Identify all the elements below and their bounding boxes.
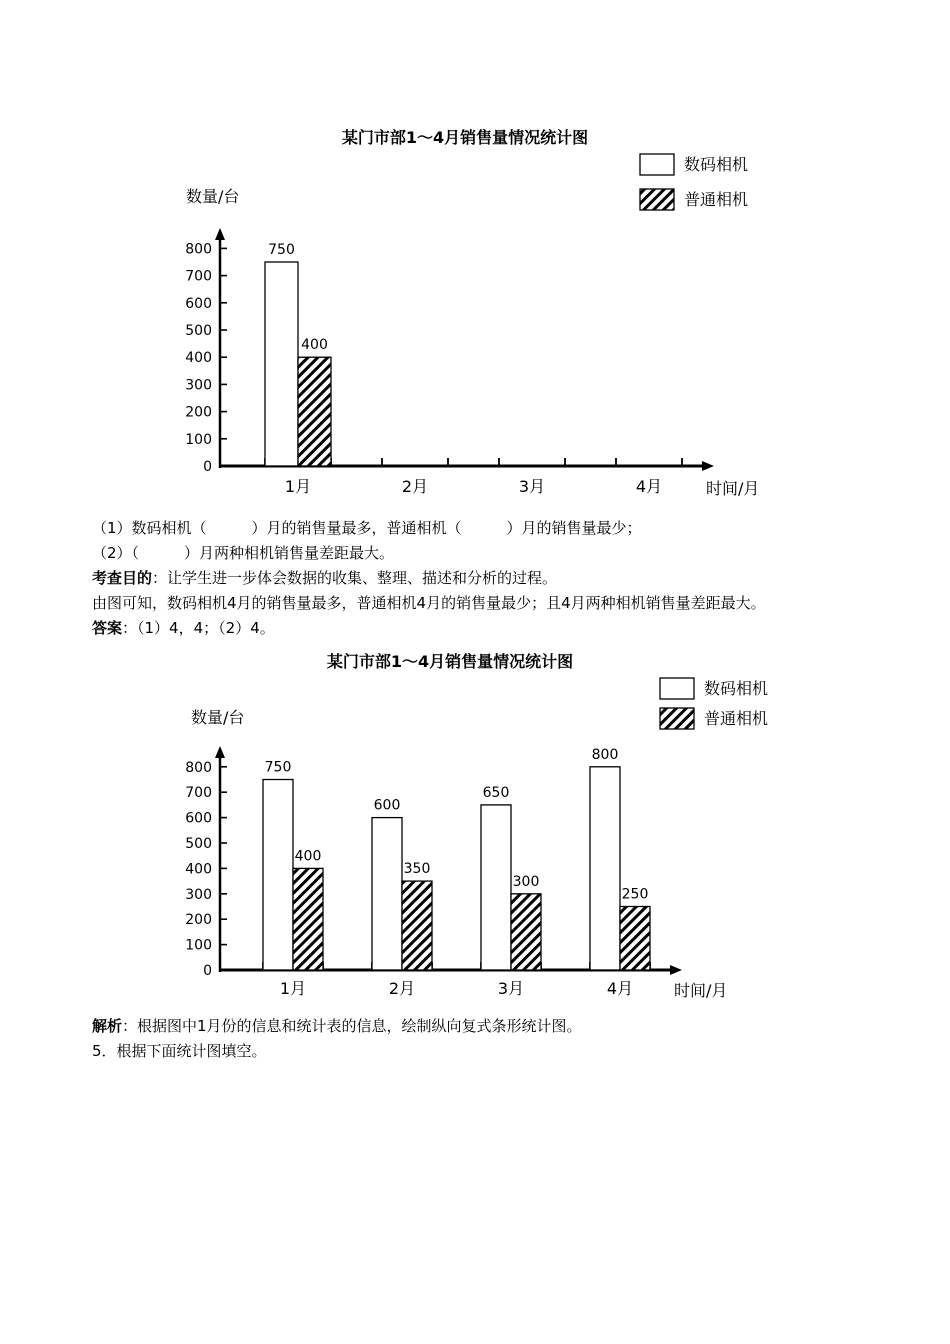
x-axis-arrow bbox=[670, 965, 682, 975]
x-axis-label: 时间/月 bbox=[706, 479, 760, 498]
bar-regular-2 bbox=[402, 881, 432, 970]
y-tick-label: 200 bbox=[185, 912, 212, 929]
bar-chart-incomplete bbox=[0, 0, 950, 510]
y-tick-label: 800 bbox=[185, 241, 212, 258]
answer-label: 答案 bbox=[92, 619, 123, 637]
analysis-label: 解析 bbox=[92, 1017, 123, 1035]
bar-chart-complete bbox=[0, 640, 950, 1020]
x-category-label-1: 1月 bbox=[279, 979, 307, 998]
question-2: （2）（ ）月两种相机销售量差距最大。 bbox=[92, 544, 395, 562]
chart-title: 某门市部1～4月销售量情况统计图 bbox=[326, 652, 574, 671]
x-category-label-4: 4月 bbox=[635, 477, 663, 496]
y-tick-label: 0 bbox=[203, 963, 212, 979]
y-axis-arrow bbox=[215, 228, 225, 240]
y-axis-arrow bbox=[215, 746, 225, 758]
answer-text: ：（1）4，4；（2）4。 bbox=[122, 619, 275, 637]
bar-value-label-regular-2: 350 bbox=[403, 861, 431, 878]
legend-swatch-1 bbox=[660, 678, 694, 699]
bar-value-label-regular-1: 400 bbox=[294, 848, 322, 865]
legend-label-2: 普通相机 bbox=[704, 709, 769, 728]
bar-regular-4 bbox=[620, 907, 650, 971]
purpose-paragraph bbox=[92, 568, 557, 588]
y-tick-label: 0 bbox=[203, 459, 212, 475]
bar-digital-4 bbox=[590, 767, 620, 970]
x-category-label-2: 2月 bbox=[401, 477, 429, 496]
y-tick-label: 300 bbox=[185, 377, 212, 394]
bar-value-label-regular-3: 300 bbox=[512, 873, 540, 890]
y-tick-label: 400 bbox=[185, 861, 212, 878]
chart-title: 某门市部1～4月销售量情况统计图 bbox=[341, 128, 589, 147]
bar-regular-1 bbox=[298, 357, 331, 466]
y-tick-label: 400 bbox=[185, 350, 212, 367]
analysis-paragraph bbox=[92, 1016, 582, 1036]
question-1: （1）数码相机（ ）月的销售量最多，普通相机（ ）月的销售量最少； bbox=[92, 519, 642, 537]
y-tick-label: 500 bbox=[185, 836, 212, 852]
y-tick-label: 100 bbox=[185, 431, 212, 448]
answer-paragraph bbox=[92, 618, 275, 638]
bar-value-label-digital-1: 750 bbox=[268, 242, 295, 258]
bar-regular-1 bbox=[293, 868, 323, 970]
explanation-paragraph: 由图可知，数码相机4月的销售量最多，普通相机4月的销售量最少；且4月两种相机销售量差距最大。 bbox=[92, 594, 766, 612]
legend-swatch-2 bbox=[640, 189, 674, 210]
y-tick-label: 800 bbox=[185, 759, 212, 776]
y-tick-label: 600 bbox=[185, 810, 212, 827]
x-category-label-3: 3月 bbox=[518, 477, 546, 496]
bar-digital-2 bbox=[372, 818, 402, 970]
x-axis-label: 时间/月 bbox=[674, 981, 728, 1000]
bar-value-label-digital-2: 600 bbox=[373, 797, 401, 814]
x-category-label-4: 4月 bbox=[606, 979, 634, 998]
purpose-text: ：让学生进一步体会数据的收集、整理、描述和分析的过程。 bbox=[152, 569, 558, 587]
bar-digital-3 bbox=[481, 805, 511, 970]
bar-digital-1 bbox=[265, 262, 298, 466]
purpose-label: 考查目的 bbox=[92, 569, 153, 587]
y-tick-label: 100 bbox=[185, 937, 212, 954]
y-tick-label: 500 bbox=[185, 323, 212, 339]
y-tick-label: 200 bbox=[185, 404, 212, 421]
bar-value-label-digital-1: 750 bbox=[264, 759, 292, 776]
bar-regular-3 bbox=[511, 894, 541, 970]
bar-value-label-regular-1: 400 bbox=[301, 337, 328, 354]
x-category-label-1: 1月 bbox=[284, 477, 312, 496]
y-tick-label: 700 bbox=[185, 785, 212, 802]
legend-swatch-1 bbox=[640, 154, 674, 175]
bar-digital-1 bbox=[263, 780, 293, 971]
legend-swatch-2 bbox=[660, 708, 694, 729]
y-axis-label: 数量/台 bbox=[191, 708, 245, 727]
bar-value-label-digital-4: 800 bbox=[591, 746, 619, 763]
analysis-text: ：根据图中1月份的信息和统计表的信息，绘制纵向复式条形统计图。 bbox=[122, 1017, 582, 1035]
x-axis-arrow bbox=[702, 461, 714, 471]
x-category-label-2: 2月 bbox=[388, 979, 416, 998]
bar-value-label-digital-3: 650 bbox=[482, 784, 510, 801]
y-tick-label: 700 bbox=[185, 268, 212, 285]
legend-label-1: 数码相机 bbox=[704, 679, 769, 698]
y-tick-label: 600 bbox=[185, 295, 212, 312]
y-tick-label: 300 bbox=[185, 886, 212, 903]
legend-label-2: 普通相机 bbox=[684, 190, 749, 209]
y-axis-label: 数量/台 bbox=[186, 187, 240, 206]
question-5: 5．根据下面统计图填空。 bbox=[92, 1042, 267, 1060]
x-category-label-3: 3月 bbox=[497, 979, 525, 998]
legend-label-1: 数码相机 bbox=[684, 155, 749, 174]
bar-value-label-regular-4: 250 bbox=[621, 886, 649, 903]
